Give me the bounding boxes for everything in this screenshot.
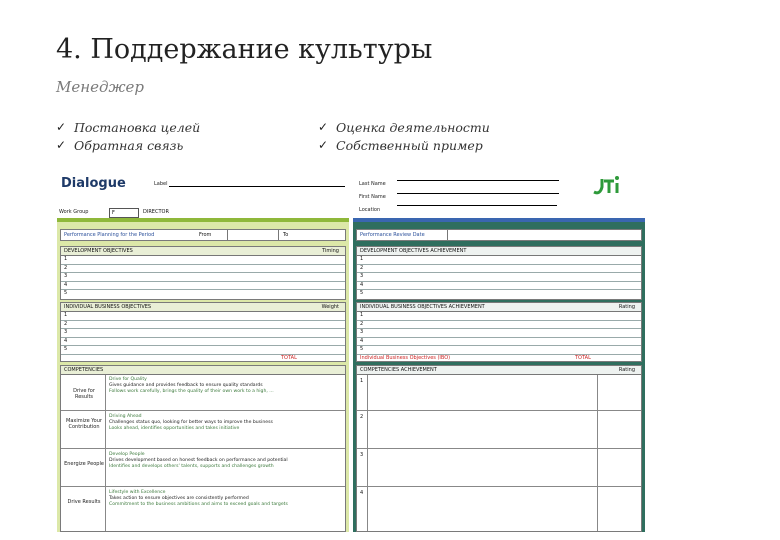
bullet-text: Постановка целей [74, 119, 201, 135]
dev-achievement-table [356, 246, 642, 300]
competency-label: Maximize Your Contribution [66, 418, 102, 430]
to-label: To [283, 232, 289, 238]
competency-note: Identifies and develops others' talents, supports and challenges growth [109, 464, 274, 469]
competency-text-block [109, 452, 341, 470]
table-row[interactable] [61, 321, 345, 330]
competency-title: Drive for Quality [109, 377, 147, 382]
row-number: 5 [360, 290, 364, 296]
competency-note: Commitment to the business ambitions and aims to exceed goals and targets [109, 502, 288, 507]
table-row[interactable] [61, 265, 345, 274]
competency-title: Develop People [109, 452, 145, 457]
dialogue-logo: Dialogue [61, 176, 126, 191]
divider [61, 410, 345, 411]
table-row[interactable] [61, 346, 345, 355]
bullet-item [56, 136, 200, 154]
rating-label: Rating [618, 367, 635, 373]
divider [357, 410, 641, 411]
row-number: 1 [64, 312, 68, 318]
competencies-table [60, 365, 346, 532]
column-divider [597, 375, 598, 531]
row-number: 1 [360, 312, 364, 318]
competency-text-block [109, 414, 341, 432]
competency-title: Driving Ahead [109, 414, 142, 419]
table-row[interactable] [61, 329, 345, 338]
dev-objectives-title: DEVELOPMENT OBJECTIVES [64, 248, 133, 254]
row-number: 4 [64, 337, 68, 344]
column-divider [105, 375, 106, 531]
review-header: Performance Review Date [360, 232, 425, 238]
total-label: TOTAL [575, 354, 591, 361]
competency-note: Follows work carefully, brings the quality of their own work to a high, ... [109, 389, 274, 394]
bullet-text: Оценка деятельности [336, 119, 490, 135]
table-row[interactable] [61, 273, 345, 282]
table-row[interactable] [357, 329, 641, 338]
ibo-label: Individual Business Objectives (IBO) [360, 354, 451, 361]
table-row[interactable] [357, 290, 641, 298]
table-row[interactable] [357, 312, 641, 321]
first-name-line[interactable] [397, 193, 559, 194]
table-row[interactable] [61, 282, 345, 291]
table-row[interactable] [61, 338, 345, 347]
competency-label: Energize People [64, 461, 104, 467]
last-name-line[interactable] [397, 180, 559, 181]
competencies-achievement-table [356, 365, 642, 532]
competency-description: Challenges status quo, looking for better ways to improve the business [109, 420, 273, 425]
review-date-box [356, 229, 642, 241]
slide-subtitle: Менеджер [56, 78, 145, 96]
row-number: 4 [64, 281, 68, 288]
row-number: 4 [360, 337, 364, 344]
first-name-label: First Name [359, 194, 386, 200]
row-number: 3 [360, 329, 364, 335]
dev-objectives-table [60, 246, 346, 300]
work-group-label: Work Group [59, 209, 89, 215]
bullet-text: Собственный пример [336, 137, 483, 153]
row-number: 2 [64, 320, 68, 327]
ind-objectives-table [60, 302, 346, 362]
timing-label: Timing [322, 248, 339, 254]
table-row[interactable] [357, 273, 641, 282]
review-panel [353, 218, 645, 532]
competency-label: Drive Results [67, 499, 101, 505]
ind-achievement-header [357, 303, 641, 312]
slide-title: 4. Поддержание культуры [56, 34, 433, 65]
dialogue-form [57, 170, 645, 528]
location-label: Location [359, 207, 381, 213]
row-number: 4 [360, 281, 364, 288]
period-box [60, 229, 346, 241]
row-number: 5 [64, 346, 68, 352]
table-row[interactable] [61, 290, 345, 298]
competency-text-block [109, 377, 341, 395]
table-row[interactable] [357, 256, 641, 265]
row-number: 5 [64, 290, 68, 296]
period-header: Performance Planning for the Period [64, 232, 155, 238]
bullet-list-right [318, 118, 490, 154]
row-number: 1 [360, 256, 364, 262]
competency-description: Gives guidance and provides feedback to ensure quality standards [109, 383, 263, 388]
row-number: 2 [360, 320, 364, 327]
dev-achievement-title: DEVELOPMENT OBJECTIVES ACHIEVEMENT [360, 248, 467, 254]
divider [357, 486, 641, 487]
rating-label: Rating [618, 304, 635, 310]
bullet-item [56, 118, 200, 136]
row-number: 2 [64, 264, 68, 271]
column-divider [367, 375, 368, 531]
table-row[interactable] [357, 338, 641, 347]
competency-title: Lifestyle with Excellence [109, 490, 166, 495]
label-field-label: Label [154, 181, 168, 187]
review-date-field[interactable] [447, 230, 488, 240]
row-number: 3 [360, 452, 364, 458]
bullet-item [318, 118, 490, 136]
level-value: DIRECTOR [143, 209, 169, 215]
row-number: 1 [64, 256, 68, 262]
ind-objectives-header [61, 303, 345, 312]
total-row [357, 355, 641, 363]
total-row [61, 355, 345, 363]
table-row[interactable] [61, 312, 345, 321]
table-row[interactable] [61, 256, 345, 265]
table-row[interactable] [357, 321, 641, 330]
row-number: 2 [360, 414, 364, 420]
checkmark-icon: ✓ [318, 120, 329, 134]
last-name-label: Last Name [359, 181, 386, 187]
bullet-text: Обратная связь [74, 137, 184, 153]
jti-logo-icon [590, 173, 620, 197]
divider [357, 448, 641, 449]
row-number: 1 [360, 378, 364, 384]
work-group-row [57, 206, 645, 218]
competencies-achievement-header [357, 366, 641, 375]
competencies-title: COMPETENCIES [64, 367, 104, 373]
label-field-line[interactable] [169, 186, 345, 187]
checkmark-icon: ✓ [318, 138, 329, 152]
competency-description: Takes action to ensure objectives are consistently performed [109, 496, 249, 501]
dev-objectives-header [61, 247, 345, 256]
row-number: 4 [360, 490, 364, 496]
table-row[interactable] [357, 282, 641, 291]
checkmark-icon: ✓ [56, 120, 67, 134]
competencies-achievement-title: COMPETENCIES ACHIEVEMENT [360, 367, 437, 373]
row-number: 3 [360, 273, 364, 279]
row-number: 3 [64, 273, 68, 279]
divider [61, 448, 345, 449]
row-number: 2 [360, 264, 364, 271]
dev-achievement-header [357, 247, 641, 256]
bullet-list-left [56, 118, 200, 154]
ind-achievement-title: INDIVIDUAL BUSINESS OBJECTIVES ACHIEVEMENT [360, 304, 485, 310]
planning-panel [57, 218, 349, 532]
row-number: 5 [360, 346, 364, 352]
from-label: From [199, 232, 212, 238]
competency-note: Looks ahead, identifies opportunities and takes initiative [109, 426, 240, 431]
competency-text-block [109, 490, 341, 508]
row-number: 3 [64, 329, 68, 335]
weight-label: Weight [321, 304, 339, 310]
work-group-select[interactable]: F [109, 208, 139, 218]
from-field[interactable] [227, 230, 279, 240]
bullet-item [318, 136, 490, 154]
competency-description: Drives development based on honest feedback on performance and potential [109, 458, 288, 463]
total-label: TOTAL [281, 354, 297, 361]
competency-label: Drive for Results [73, 388, 95, 400]
competencies-header [61, 366, 345, 375]
table-row[interactable] [357, 346, 641, 355]
checkmark-icon: ✓ [56, 138, 67, 152]
table-row[interactable] [357, 265, 641, 274]
divider [61, 486, 345, 487]
ind-achievement-table [356, 302, 642, 362]
ind-objectives-title: INDIVIDUAL BUSINESS OBJECTIVES [64, 304, 152, 310]
